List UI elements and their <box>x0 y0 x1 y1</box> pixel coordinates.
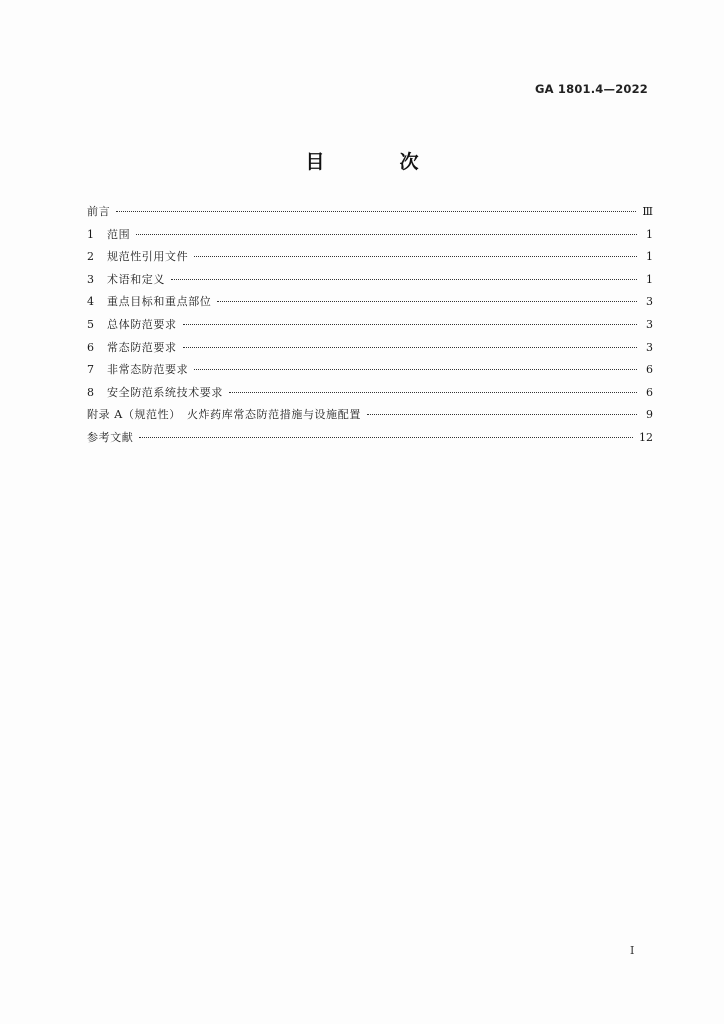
toc-entry-label: 术语和定义 <box>107 272 165 286</box>
toc-entry-normative-references[interactable] <box>87 248 653 271</box>
toc-entry-label: 前言 <box>87 205 111 218</box>
toc-leader-dots <box>183 347 637 348</box>
toc-entry-abnormal-requirements[interactable] <box>87 361 653 384</box>
toc-entry-page: 3 <box>646 295 653 309</box>
toc-entry-page: 9 <box>646 408 653 422</box>
toc-entry-number: 8 <box>87 385 94 399</box>
toc-entry-system-requirements[interactable] <box>87 384 653 407</box>
page-title: 目 次 <box>305 151 447 173</box>
toc-leader-dots <box>171 279 637 280</box>
toc-entry-label: 非常态防范要求 <box>107 363 189 377</box>
toc-leader-dots <box>183 324 637 325</box>
toc-leader-dots <box>217 301 637 302</box>
toc-entry-key-targets[interactable] <box>87 293 653 316</box>
toc-entry-page: 12 <box>639 430 653 444</box>
toc-entry-number: 4 <box>87 295 94 309</box>
toc-leader-dots <box>139 437 633 438</box>
toc-entry-label: 总体防范要求 <box>107 317 177 331</box>
toc-entry-page: Ⅲ <box>642 205 653 218</box>
table-of-contents <box>87 203 653 452</box>
toc-entry-label: 参考文献 <box>87 430 134 444</box>
toc-entry-page: 6 <box>646 385 653 399</box>
toc-entry-label: 附录 A（规范性） 火炸药库常态防范措施与设施配置 <box>87 408 361 422</box>
toc-entry-page: 1 <box>646 227 653 241</box>
toc-entry-general-requirements[interactable] <box>87 316 653 339</box>
toc-entry-number: 7 <box>87 363 94 377</box>
toc-leader-dots <box>194 256 637 257</box>
toc-entry-number: 2 <box>87 250 94 264</box>
toc-entry-label: 安全防范系统技术要求 <box>107 385 223 399</box>
toc-entry-number: 3 <box>87 272 94 286</box>
toc-entry-page: 3 <box>646 340 653 354</box>
toc-entry-page: 1 <box>646 272 653 286</box>
toc-entry-page: 3 <box>646 317 653 331</box>
toc-leader-dots <box>367 414 637 415</box>
toc-leader-dots <box>194 369 637 370</box>
standard-code: GA 1801.4—2022 <box>534 82 648 96</box>
toc-entry-foreword[interactable] <box>87 203 653 226</box>
toc-entry-number: 1 <box>87 227 94 241</box>
toc-entry-appendix-a[interactable] <box>87 406 653 429</box>
toc-entry-normal-requirements[interactable] <box>87 339 653 362</box>
toc-entry-label: 常态防范要求 <box>107 340 177 354</box>
page-number: I <box>630 944 635 957</box>
toc-leader-dots <box>116 211 636 212</box>
toc-leader-dots <box>229 392 637 393</box>
toc-leader-dots <box>136 234 637 235</box>
toc-entry-number: 5 <box>87 317 94 331</box>
toc-entry-label: 范围 <box>107 227 131 241</box>
toc-entry-terms[interactable] <box>87 271 653 294</box>
toc-entry-number: 6 <box>87 340 94 354</box>
toc-entry-bibliography[interactable] <box>87 429 653 452</box>
toc-entry-label: 规范性引用文件 <box>107 250 189 264</box>
toc-entry-scope[interactable] <box>87 226 653 249</box>
toc-entry-page: 6 <box>646 363 653 377</box>
toc-entry-page: 1 <box>646 250 653 264</box>
toc-entry-label: 重点目标和重点部位 <box>107 295 212 309</box>
